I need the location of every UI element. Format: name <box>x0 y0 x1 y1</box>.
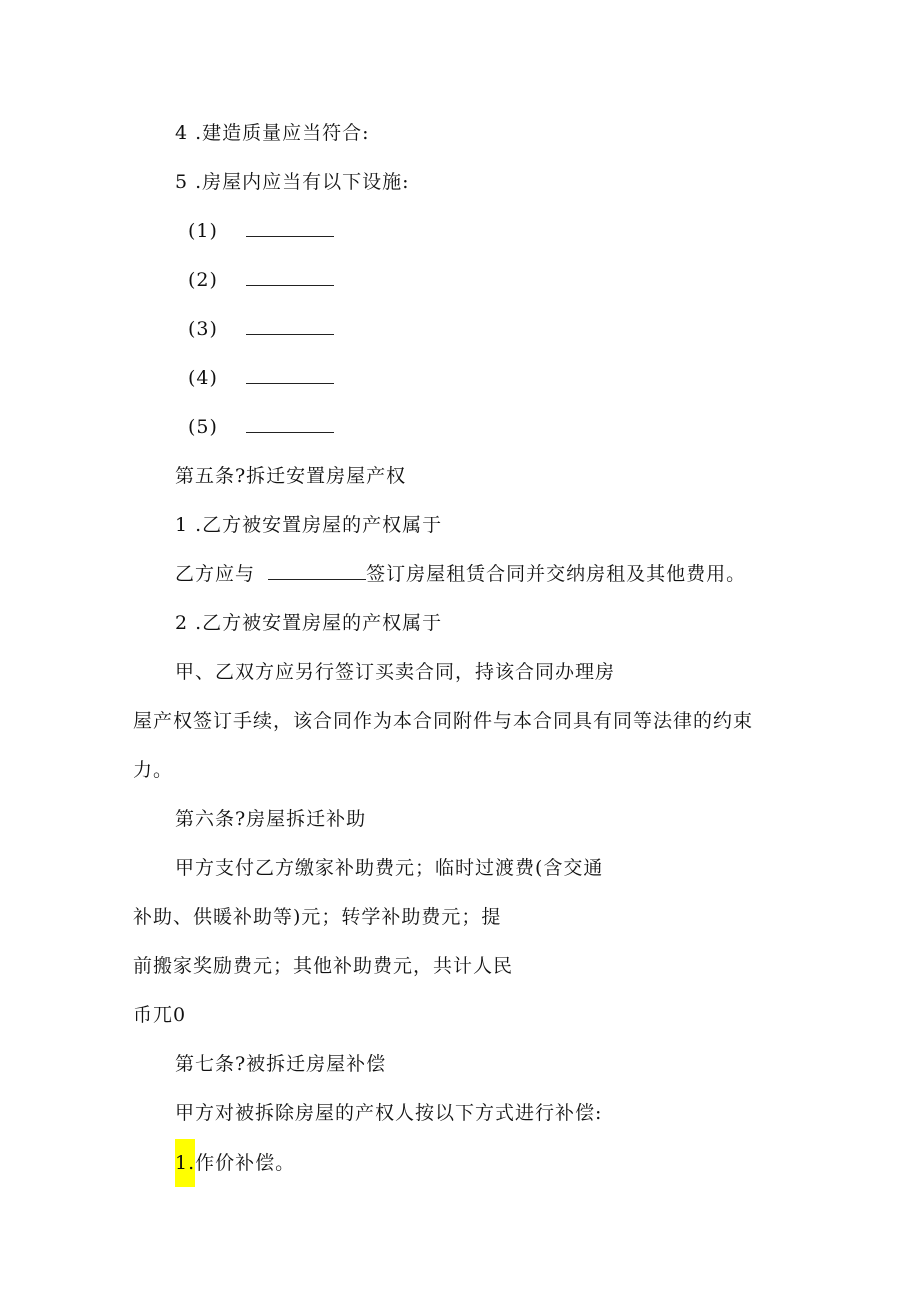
article-7-heading: 第七条?被拆迁房屋补偿 <box>175 1053 387 1075</box>
facility-item-3 <box>188 316 334 342</box>
paragraph: 甲方支付乙方缴家补助费元；临时过渡费(含交通 <box>175 857 604 879</box>
paragraph: 币兀0 <box>133 1004 187 1026</box>
facility-item-4 <box>188 365 334 391</box>
paragraph: 1 .乙方被安置房屋的产权属于 <box>175 514 443 536</box>
paragraph <box>175 1149 295 1187</box>
facility-number: (3) <box>188 318 218 340</box>
blank-field[interactable] <box>246 267 334 286</box>
paragraph: 力。 <box>133 759 174 781</box>
facility-number: (1) <box>188 220 218 242</box>
blank-field[interactable] <box>246 414 334 433</box>
text-fragment: 乙方应与 <box>175 563 256 585</box>
blank-field[interactable] <box>246 365 334 384</box>
text-fragment: 作价补偿。 <box>195 1152 296 1174</box>
blank-field[interactable] <box>246 218 334 237</box>
highlighted-number: 1. <box>175 1139 195 1187</box>
article-6-heading: 第六条?房屋拆迁补助 <box>175 808 367 830</box>
paragraph: 甲、乙双方应另行签订买卖合同，持该合同办理房 <box>175 661 616 683</box>
paragraph: 屋产权签订手续，该合同作为本合同附件与本合同具有同等法律的约束 <box>133 710 754 732</box>
blank-field[interactable] <box>246 316 334 335</box>
paragraph: 甲方对被拆除房屋的产权人按以下方式进行补偿: <box>175 1102 603 1124</box>
paragraph <box>175 561 746 587</box>
article-5-heading: 第五条?拆迁安置房屋产权 <box>175 465 407 487</box>
facility-item-2 <box>188 267 334 293</box>
paragraph: 前搬家奖励费元；其他补助费元，共计人民 <box>133 955 514 977</box>
facility-item-1 <box>188 218 334 244</box>
paragraph: 补助、供暖补助等)元；转学补助费元；提 <box>133 906 502 928</box>
clause-4: 4 .建造质量应当符合: <box>175 122 370 144</box>
blank-field[interactable] <box>268 561 366 580</box>
facility-number: (4) <box>188 367 218 389</box>
facility-number: (2) <box>188 269 218 291</box>
facility-number: (5) <box>188 416 218 438</box>
facility-item-5 <box>188 414 334 440</box>
paragraph: 2 .乙方被安置房屋的产权属于 <box>175 612 443 634</box>
clause-5: 5 .房屋内应当有以下设施: <box>175 171 410 193</box>
text-fragment: 签订房屋租赁合同并交纳房租及其他费用。 <box>366 563 747 585</box>
